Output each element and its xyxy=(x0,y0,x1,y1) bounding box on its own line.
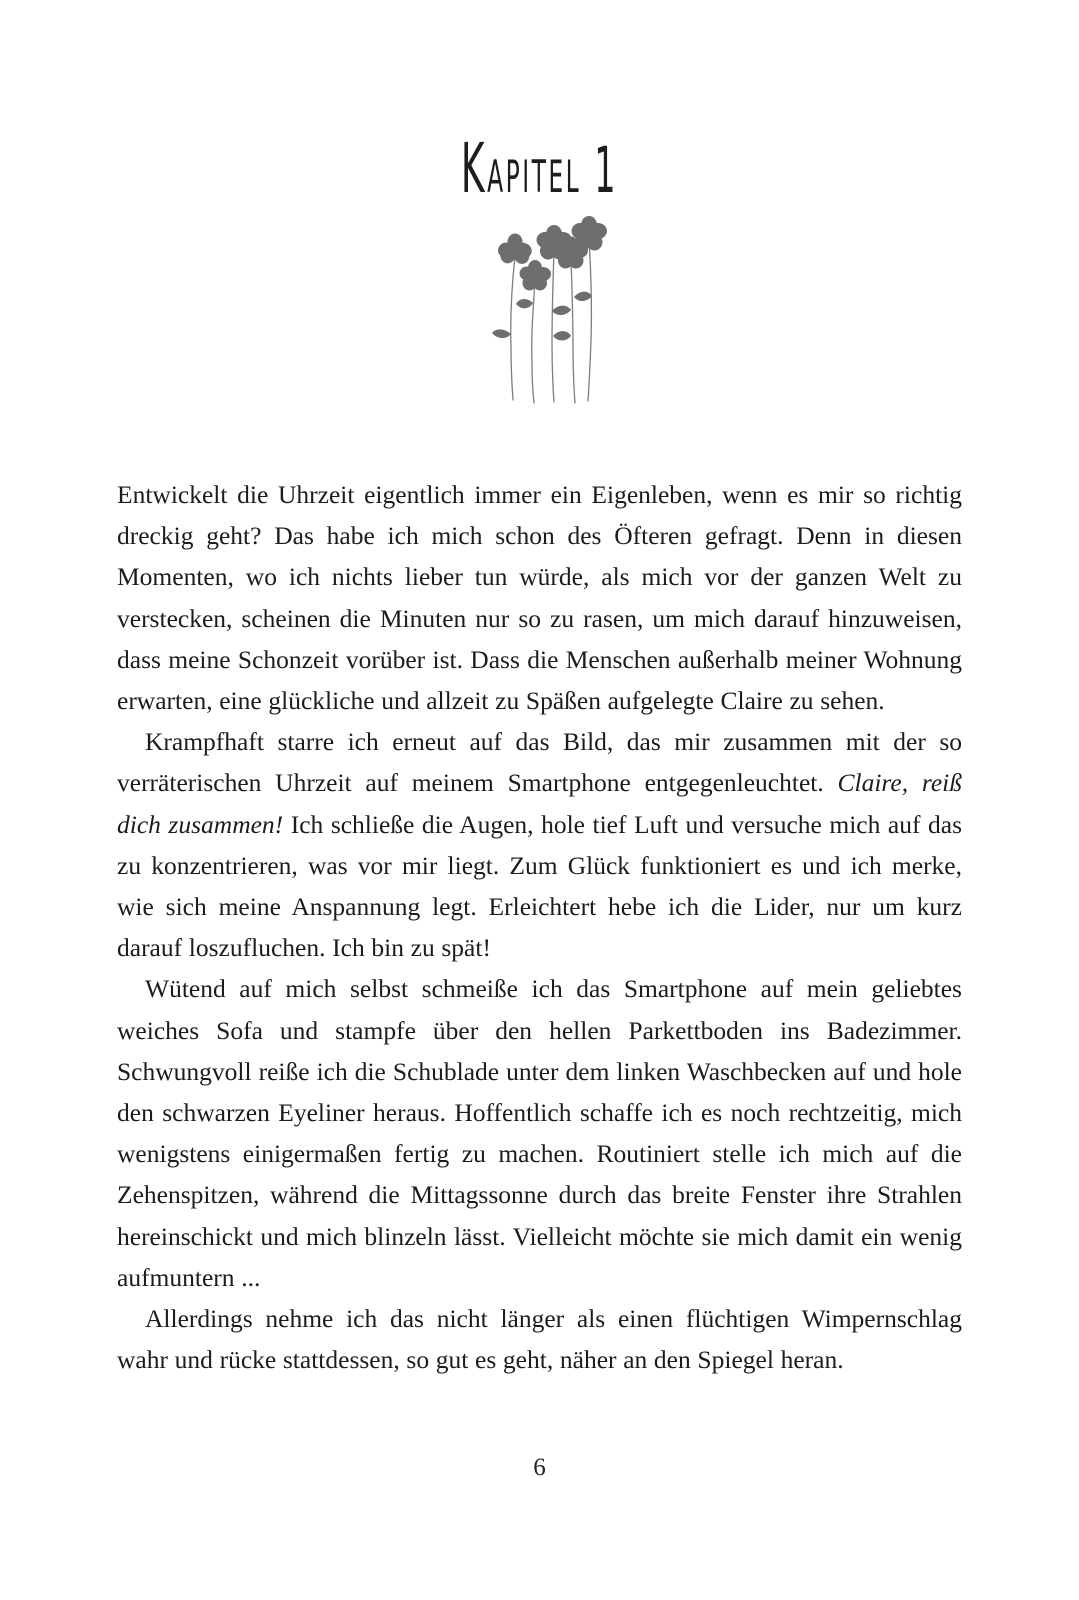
paragraph-2-lead: Krampfhaft starre ich erneut auf das Bild, das mir zusammen mit der so verräterischen Uhrzeit auf meinem Smartphone entgegenleuchtet. xyxy=(117,727,962,798)
paragraph-3: Wütend auf mich selbst schmeiße ich das Smartphone auf mein geliebtes weiches Sofa und stampfe über den hellen Parkettboden ins Badezimmer. Schwungvoll reiße ich die Schublade unter dem linken Waschbecken auf und hole den schwarzen Eyeliner heraus. Hoffentlich schaffe ich es noch rechtzeitig, mich wenigstens einigermaßen fertig zu machen. Routiniert stelle ich mich auf die Zehenspitzen, während die Mittagssonne durch das breite Fenster ihre Strahlen hereinschickt und mich blinzeln lässt. Vielleicht möchte sie mich damit ein wenig aufmuntern ... xyxy=(117,974,962,1292)
flower-ornament xyxy=(470,214,610,404)
chapter-title-word: apitel xyxy=(487,134,582,209)
paragraph-2-emphasis: Claire, reiß dich zusammen! xyxy=(117,768,962,839)
page-title xyxy=(205,129,874,210)
paragraph-2 xyxy=(117,721,962,968)
chapter-title-number: 1 xyxy=(594,134,619,209)
chapter-title-initial: K xyxy=(460,129,488,210)
page-number: 6 xyxy=(533,1454,546,1481)
paragraph-2-tail: Ich schließe die Augen, hole tief Luft und versuche mich auf das zu konzentrieren, was vor mir liegt. Zum Glück funktioniert es und ich merke, wie sich meine Anspannung legt. Erleichtert hebe ich die Lider, nur um kurz darauf loszufluchen. Ich bin zu spät! xyxy=(117,809,962,963)
paragraph-4: Allerdings nehme ich das nicht länger als einen flüchtigen Wimpernschlag wahr und rücke stattdessen, so gut es geht, näher an den Spiegel heran. xyxy=(117,1304,962,1375)
body-text xyxy=(117,474,962,1380)
paragraph-1: Entwickelt die Uhrzeit eigentlich immer ein Eigenleben, wenn es mir so richtig dreckig geht? Das habe ich mich schon des Öfteren gefragt. Denn in diesen Momenten, wo ich nichts lieber tun würde, als mich vor der ganzen Welt zu verstecken, scheinen die Minuten nur so zu rasen, um mich darauf hinzuweisen, dass meine Schonzeit vorüber ist. Dass die Menschen außerhalb meiner Wohnung erwarten, eine glückliche und allzeit zu Späßen aufgelegte Claire zu sehen. xyxy=(117,480,962,716)
